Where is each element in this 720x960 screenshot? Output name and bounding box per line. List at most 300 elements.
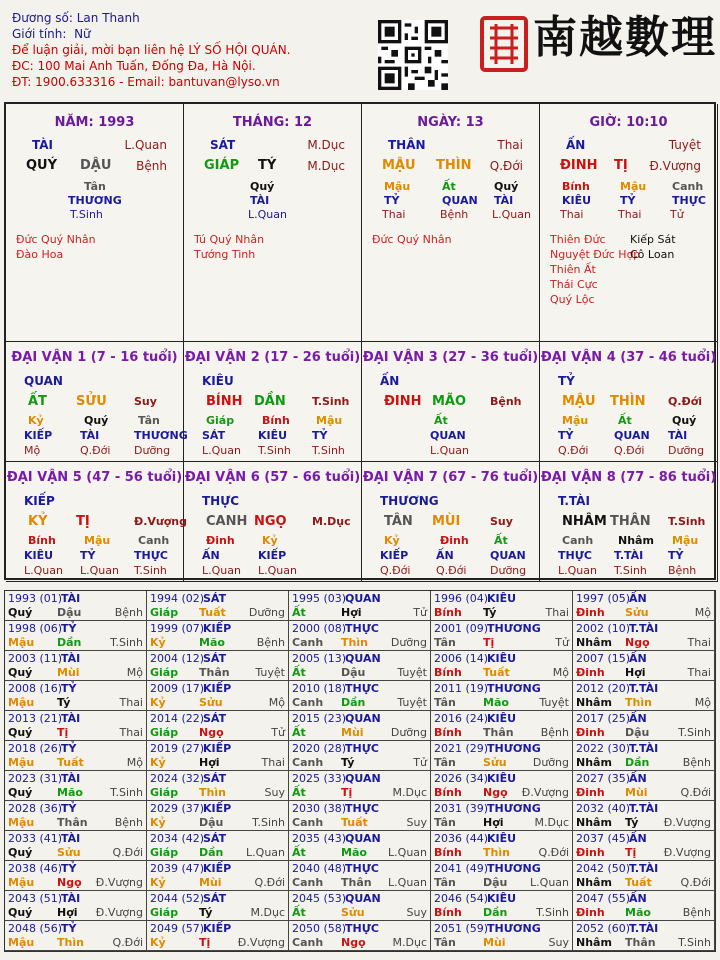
hidden-stage: T.Sinh bbox=[258, 444, 291, 457]
year-stem: Bính bbox=[434, 846, 462, 859]
year-ten-god: TÀI bbox=[61, 652, 81, 665]
year-ten-god: KIẾP bbox=[203, 862, 232, 875]
year-label: 2050 (58) bbox=[292, 922, 347, 935]
year-branch: Sửu bbox=[341, 906, 365, 919]
year-branch: Hợi bbox=[199, 756, 220, 769]
hidden-stage: L.Quan bbox=[202, 564, 241, 577]
branch-ten-god: L.Quan bbox=[124, 138, 167, 152]
year-stem: Tân bbox=[434, 756, 456, 769]
year-stem: Canh bbox=[292, 636, 324, 649]
life-stage: M.Dục bbox=[307, 159, 345, 173]
year-stage: Thai bbox=[545, 606, 569, 619]
year-stage: T.Sinh bbox=[110, 786, 143, 799]
hidden-stage: Dưỡng bbox=[134, 444, 171, 457]
year-label: 2049 (57) bbox=[150, 922, 205, 935]
year-stage: T.Sinh bbox=[678, 936, 711, 949]
year-cell bbox=[147, 771, 289, 801]
heavenly-stem: MẬU bbox=[382, 158, 416, 173]
hidden-stem: Mậu bbox=[562, 414, 589, 427]
year-stage: M.Dục bbox=[250, 906, 285, 919]
year-stage: Tuyệt bbox=[397, 696, 427, 709]
hidden-stem: Bính bbox=[562, 180, 590, 193]
year-cell bbox=[431, 801, 573, 831]
year-cell bbox=[431, 741, 573, 771]
year-ten-god: TÀI bbox=[61, 892, 81, 905]
hidden-stem: Tân bbox=[84, 180, 106, 193]
year-stem: Bính bbox=[434, 666, 462, 679]
year-stage: Bệnh bbox=[114, 816, 143, 829]
hidden-stem: Quý bbox=[84, 414, 109, 427]
year-stem: Mậu bbox=[8, 636, 35, 649]
year-ten-god: ẤN bbox=[629, 832, 647, 845]
year-stage: Đ.Vượng bbox=[663, 816, 711, 829]
year-stem: Nhâm bbox=[576, 636, 612, 649]
hidden-stage: Q.Đới bbox=[614, 444, 645, 457]
year-stage: Bệnh bbox=[682, 756, 711, 769]
year-label: 2051 (59) bbox=[434, 922, 489, 935]
year-label: 2047 (55) bbox=[576, 892, 631, 905]
year-branch: Tị bbox=[199, 936, 211, 949]
year-label: 1996 (04) bbox=[434, 592, 489, 605]
life-stage: Đ.Vượng bbox=[134, 515, 188, 528]
year-cell bbox=[573, 831, 715, 861]
hidden-stage: T.Sinh bbox=[312, 444, 345, 457]
year-branch: Mùi bbox=[341, 726, 364, 739]
year-cell bbox=[431, 891, 573, 921]
dai-van-ten-god: TỶ bbox=[558, 374, 575, 388]
pillar-title: GIỜ: 10:10 bbox=[589, 115, 668, 130]
year-ten-god: KIẾP bbox=[203, 742, 232, 755]
year-cell bbox=[147, 621, 289, 651]
year-stage: Mộ bbox=[694, 696, 711, 709]
year-stem: Giáp bbox=[150, 606, 179, 619]
year-branch: Sửu bbox=[625, 606, 649, 619]
year-ten-god: SÁT bbox=[203, 892, 227, 905]
year-label: 2042 (50) bbox=[576, 862, 631, 875]
hidden-stem: Giáp bbox=[206, 414, 235, 427]
year-cell bbox=[289, 681, 431, 711]
year-label: 2034 (42) bbox=[150, 832, 205, 845]
dai-van-title: ĐẠI VẬN 2 (17 - 26 tuổi) bbox=[184, 350, 361, 365]
year-branch: Thìn bbox=[483, 846, 510, 859]
year-label: 2028 (36) bbox=[8, 802, 63, 815]
hidden-stem: Canh bbox=[672, 180, 704, 193]
hidden-stem: Ất bbox=[442, 180, 456, 193]
dai-van-cell bbox=[6, 342, 188, 462]
hidden-stem: Quý bbox=[250, 180, 275, 193]
heavenly-stem: ĐINH bbox=[384, 394, 422, 409]
year-label: 2033 (41) bbox=[8, 832, 63, 845]
year-stem: Ất bbox=[292, 726, 306, 739]
year-branch: Tý bbox=[483, 606, 497, 619]
year-stage: Thai bbox=[119, 726, 143, 739]
year-stage: Dưỡng bbox=[248, 606, 285, 619]
year-cell bbox=[5, 681, 147, 711]
pillar-title: NĂM: 1993 bbox=[54, 115, 135, 130]
heavenly-stem: MẬU bbox=[562, 394, 596, 409]
year-ten-god: KIÊU bbox=[487, 652, 517, 665]
year-stage: Tử bbox=[555, 636, 569, 649]
year-label: 2045 (53) bbox=[292, 892, 347, 905]
year-ten-god: THỰC bbox=[345, 802, 379, 815]
year-cell bbox=[147, 861, 289, 891]
year-stem: Đinh bbox=[576, 726, 605, 739]
year-cell bbox=[147, 831, 289, 861]
hidden-ten-god: TỶ bbox=[384, 194, 400, 207]
year-stem: Giáp bbox=[150, 666, 179, 679]
hidden-ten-god: TỶ bbox=[668, 549, 684, 562]
year-label: 2001 (09) bbox=[434, 622, 489, 635]
year-ten-god: KIẾP bbox=[203, 802, 232, 815]
year-stem: Giáp bbox=[150, 906, 179, 919]
year-branch: Thìn bbox=[625, 696, 652, 709]
year-cell bbox=[289, 831, 431, 861]
year-cell bbox=[289, 711, 431, 741]
year-cell bbox=[573, 681, 715, 711]
hidden-ten-god: THỰC bbox=[672, 194, 706, 207]
pillar-cell bbox=[184, 104, 362, 342]
year-branch: Mùi bbox=[57, 666, 80, 679]
earthly-branch: DẦN bbox=[254, 394, 286, 409]
year-stage: Bệnh bbox=[114, 606, 143, 619]
pillar-cell bbox=[362, 104, 540, 342]
year-stem: Tân bbox=[434, 816, 456, 829]
year-cell bbox=[5, 801, 147, 831]
year-stem: Quý bbox=[8, 906, 33, 919]
year-branch: Ngọ bbox=[625, 636, 650, 649]
hidden-stem: Nhâm bbox=[618, 534, 654, 547]
year-label: 2039 (47) bbox=[150, 862, 205, 875]
year-stem: Ất bbox=[292, 606, 306, 619]
year-stage: Q.Đới bbox=[680, 786, 711, 799]
year-label: 2023 (31) bbox=[8, 772, 63, 785]
dai-van-title: ĐẠI VẬN 8 (77 - 86 tuổi) bbox=[540, 470, 717, 485]
contact-intro: Để luận giải, mời bạn liên hệ LÝ SỐ HỘI QUÁN. bbox=[12, 43, 291, 57]
year-stage: Suy bbox=[264, 786, 285, 799]
year-stage: Q.Đới bbox=[112, 936, 143, 949]
year-ten-god: THƯƠNG bbox=[487, 922, 541, 935]
hidden-ten-god: KIÊU bbox=[562, 194, 592, 207]
year-stem: Đinh bbox=[576, 846, 605, 859]
hidden-ten-god: THƯƠNG bbox=[68, 194, 122, 207]
year-cell bbox=[147, 591, 289, 621]
year-branch: Ngọ bbox=[341, 936, 366, 949]
hidden-stem: Mậu bbox=[384, 180, 411, 193]
hidden-stem: Mậu bbox=[84, 534, 111, 547]
hidden-stage: Thai bbox=[382, 208, 406, 221]
year-ten-god: T.TÀI bbox=[629, 802, 659, 815]
year-label: 2013 (21) bbox=[8, 712, 63, 725]
year-label: 2035 (43) bbox=[292, 832, 347, 845]
year-cell bbox=[573, 591, 715, 621]
year-branch: Thìn bbox=[199, 786, 226, 799]
hidden-ten-god: TỶ bbox=[620, 194, 636, 207]
hidden-ten-god: KIẾP bbox=[380, 549, 409, 562]
year-label: 2008 (16) bbox=[8, 682, 63, 695]
year-branch: Sửu bbox=[199, 696, 223, 709]
year-stem: Bính bbox=[434, 786, 462, 799]
year-stem: Quý bbox=[8, 666, 33, 679]
dai-van-cell bbox=[540, 342, 718, 462]
year-ten-god: ẤN bbox=[629, 892, 647, 905]
year-cell bbox=[289, 921, 431, 951]
hidden-stem: Canh bbox=[562, 534, 594, 547]
year-ten-god: TÀI bbox=[61, 712, 81, 725]
year-ten-god: QUAN bbox=[345, 592, 381, 605]
year-ten-god: TÀI bbox=[61, 772, 81, 785]
hidden-stem: Mậu bbox=[620, 180, 647, 193]
year-stem: Đinh bbox=[576, 906, 605, 919]
year-cell bbox=[573, 651, 715, 681]
year-stage: Đ.Vượng bbox=[95, 876, 143, 889]
year-branch: Tuất bbox=[199, 606, 226, 619]
dai-van-ten-god: THỰC bbox=[202, 494, 240, 508]
year-stem: Bính bbox=[434, 606, 462, 619]
year-stem: Bính bbox=[434, 906, 462, 919]
year-branch: Hợi bbox=[483, 816, 504, 829]
gender-line bbox=[12, 26, 290, 42]
year-stage: T.Sinh bbox=[678, 726, 711, 739]
hidden-stem: Bính bbox=[28, 534, 56, 547]
year-ten-god: THƯƠNG bbox=[487, 682, 541, 695]
year-cell bbox=[431, 861, 573, 891]
year-branch: Mão bbox=[483, 696, 509, 709]
year-branch: Ngọ bbox=[483, 786, 508, 799]
year-ten-god: TÀI bbox=[61, 592, 81, 605]
year-label: 2043 (51) bbox=[8, 892, 63, 905]
heavenly-stem: BÍNH bbox=[206, 394, 243, 409]
year-label: 2009 (17) bbox=[150, 682, 205, 695]
year-label: 2005 (13) bbox=[292, 652, 347, 665]
year-branch: Thân bbox=[341, 876, 372, 889]
year-cell bbox=[5, 711, 147, 741]
hidden-stage: L.Quan bbox=[202, 444, 241, 457]
year-stage: Thai bbox=[687, 666, 711, 679]
year-ten-god: THƯƠNG bbox=[487, 622, 541, 635]
year-branch: Dần bbox=[625, 756, 650, 769]
year-cell bbox=[573, 801, 715, 831]
year-stem: Kỷ bbox=[150, 756, 166, 769]
heavenly-stem: CANH bbox=[206, 514, 248, 529]
year-ten-god: KIÊU bbox=[487, 772, 517, 785]
year-branch: Tuất bbox=[57, 756, 84, 769]
year-stage: Bệnh bbox=[682, 906, 711, 919]
dai-van-ten-god: KIẾP bbox=[24, 494, 55, 508]
owner-name: Đương số: Lan Thanh bbox=[12, 11, 140, 25]
hidden-stem: Canh bbox=[138, 534, 170, 547]
year-stem: Kỷ bbox=[150, 816, 166, 829]
pillar-cell bbox=[6, 104, 184, 342]
year-cell bbox=[289, 651, 431, 681]
year-stem: Kỷ bbox=[150, 696, 166, 709]
year-cell bbox=[147, 801, 289, 831]
year-ten-god: THỰC bbox=[345, 922, 379, 935]
dai-van-cell bbox=[184, 342, 362, 462]
hidden-ten-god: KIẾP bbox=[258, 549, 287, 562]
year-cell bbox=[573, 771, 715, 801]
year-cell bbox=[431, 831, 573, 861]
year-stage: M.Dục bbox=[534, 816, 569, 829]
hidden-stem: Mậu bbox=[316, 414, 343, 427]
year-stem: Canh bbox=[292, 936, 324, 949]
year-ten-god: T.TÀI bbox=[629, 742, 659, 755]
year-stage: Mộ bbox=[268, 696, 285, 709]
year-branch: Tý bbox=[57, 696, 71, 709]
pillar-cell bbox=[540, 104, 718, 342]
year-stage: Mộ bbox=[552, 666, 569, 679]
stem-ten-god: THÂN bbox=[388, 138, 426, 152]
year-label: 2022 (30) bbox=[576, 742, 631, 755]
year-branch: Mùi bbox=[625, 786, 648, 799]
year-stage: Mộ bbox=[126, 666, 143, 679]
year-cell bbox=[289, 621, 431, 651]
hidden-ten-god: T.TÀI bbox=[614, 549, 644, 562]
year-stage: L.Quan bbox=[246, 846, 285, 859]
brand-logo: 南越數理 bbox=[533, 12, 717, 63]
hidden-stage: L.Quan bbox=[492, 208, 531, 221]
pillar-title: NGÀY: 13 bbox=[417, 115, 484, 130]
year-ten-god: TỶ bbox=[61, 922, 77, 935]
earthly-branch: MÃO bbox=[432, 394, 467, 409]
year-label: 2012 (20) bbox=[576, 682, 631, 695]
year-branch: Hợi bbox=[625, 666, 646, 679]
year-stage: Q.Đới bbox=[254, 876, 285, 889]
hidden-stage: Bệnh bbox=[440, 208, 469, 221]
year-ten-god: THỰC bbox=[345, 742, 379, 755]
shen-sha-star: Thiên Đức bbox=[550, 233, 606, 246]
hidden-stem: Kỷ bbox=[28, 414, 44, 427]
life-stage: Q.Đới bbox=[668, 395, 703, 408]
shen-sha-star: Tú Quý Nhân bbox=[194, 233, 265, 246]
hidden-ten-god: TÀI bbox=[80, 429, 100, 442]
gender-label: Giới tính: bbox=[12, 27, 67, 41]
dai-van-cell bbox=[540, 462, 718, 582]
year-cell bbox=[573, 861, 715, 891]
year-stage: Dưỡng bbox=[390, 636, 427, 649]
year-stem: Mậu bbox=[8, 876, 35, 889]
year-cell bbox=[289, 741, 431, 771]
hidden-stage: L.Quan bbox=[248, 208, 287, 221]
year-label: 2006 (14) bbox=[434, 652, 489, 665]
dai-van-title: ĐẠI VẬN 4 (37 - 46 tuổi) bbox=[540, 350, 717, 365]
year-cell bbox=[5, 591, 147, 621]
hidden-ten-god: THƯƠNG bbox=[134, 429, 188, 442]
year-branch: Tuất bbox=[341, 816, 368, 829]
life-stage: T.Sinh bbox=[668, 515, 706, 528]
hidden-ten-god: TÀI bbox=[668, 429, 688, 442]
qr-code-icon[interactable] bbox=[378, 20, 448, 90]
shen-sha-star: Đức Quý Nhân bbox=[372, 233, 452, 246]
hidden-ten-god: TỶ bbox=[312, 429, 328, 442]
year-stem: Canh bbox=[292, 876, 324, 889]
year-stage: Dưỡng bbox=[390, 726, 427, 739]
year-label: 2027 (35) bbox=[576, 772, 631, 785]
hidden-stage: L.Quan bbox=[24, 564, 63, 577]
earthly-branch: TÝ bbox=[258, 158, 277, 173]
gender-value: Nữ bbox=[74, 27, 91, 41]
year-stem: Tân bbox=[434, 696, 456, 709]
year-cell bbox=[573, 621, 715, 651]
life-stage: Bệnh bbox=[136, 159, 167, 173]
year-branch: Hợi bbox=[57, 906, 78, 919]
year-ten-god: QUAN bbox=[345, 832, 381, 845]
red-seal-icon bbox=[480, 16, 528, 72]
dai-van-ten-god: ẤN bbox=[380, 374, 400, 388]
year-label: 2003 (11) bbox=[8, 652, 63, 665]
year-cell bbox=[289, 771, 431, 801]
hidden-ten-god: TỶ bbox=[80, 549, 96, 562]
year-ten-god: T.TÀI bbox=[629, 622, 659, 635]
dai-van-cell bbox=[184, 462, 362, 582]
year-cell bbox=[147, 741, 289, 771]
hidden-stem: Tân bbox=[138, 414, 160, 427]
annual-luck-table bbox=[4, 590, 716, 952]
year-stem: Kỷ bbox=[150, 876, 166, 889]
heavenly-stem: ĐINH bbox=[560, 158, 598, 173]
earthly-branch: SỬU bbox=[76, 394, 107, 409]
year-stem: Canh bbox=[292, 816, 324, 829]
year-stage: L.Quan bbox=[388, 846, 427, 859]
year-cell bbox=[431, 681, 573, 711]
year-branch: Hợi bbox=[341, 606, 362, 619]
year-branch: Tị bbox=[57, 726, 69, 739]
year-stem: Nhâm bbox=[576, 936, 612, 949]
dai-van-ten-god: QUAN bbox=[24, 374, 63, 388]
hidden-stage: T.Sinh bbox=[70, 208, 103, 221]
hidden-ten-god: QUAN bbox=[430, 429, 466, 442]
year-cell bbox=[573, 921, 715, 951]
year-cell bbox=[5, 891, 147, 921]
year-ten-god: SÁT bbox=[203, 592, 227, 605]
year-label: 2002 (10) bbox=[576, 622, 631, 635]
year-ten-god: SÁT bbox=[203, 832, 227, 845]
year-cell bbox=[431, 621, 573, 651]
year-stem: Kỷ bbox=[150, 636, 166, 649]
year-ten-god: TỶ bbox=[61, 682, 77, 695]
year-cell bbox=[573, 741, 715, 771]
year-stage: Thai bbox=[261, 756, 285, 769]
shen-sha-star: Tướng Tinh bbox=[194, 248, 256, 261]
hidden-stage: Q.Đới bbox=[436, 564, 467, 577]
year-branch: Ngọ bbox=[57, 876, 82, 889]
year-label: 2041 (49) bbox=[434, 862, 489, 875]
earthly-branch: DẬU bbox=[80, 158, 112, 173]
dai-van-ten-god: T.TÀI bbox=[558, 494, 590, 508]
life-stage: Suy bbox=[490, 515, 513, 528]
year-ten-god: QUAN bbox=[345, 772, 381, 785]
shen-sha-star: Quý Lộc bbox=[550, 293, 595, 306]
year-stage: Bệnh bbox=[540, 726, 569, 739]
hidden-stage: Dưỡng bbox=[490, 564, 527, 577]
year-cell bbox=[5, 621, 147, 651]
year-label: 2004 (12) bbox=[150, 652, 205, 665]
year-cell bbox=[147, 651, 289, 681]
year-ten-god: T.TÀI bbox=[629, 862, 659, 875]
year-ten-god: THƯƠNG bbox=[487, 802, 541, 815]
hidden-stem: Kỷ bbox=[262, 534, 278, 547]
year-ten-god: THỰC bbox=[345, 862, 379, 875]
year-stage: Tuyệt bbox=[539, 696, 569, 709]
dai-van-title: ĐẠI VẬN 5 (47 - 56 tuổi) bbox=[6, 470, 183, 485]
year-cell bbox=[431, 711, 573, 741]
year-cell bbox=[289, 861, 431, 891]
year-cell bbox=[573, 711, 715, 741]
shen-sha-star: Cô Loan bbox=[630, 248, 675, 261]
year-cell bbox=[5, 861, 147, 891]
year-branch: Mão bbox=[341, 846, 367, 859]
year-label: 2016 (24) bbox=[434, 712, 489, 725]
year-ten-god: THỰC bbox=[345, 622, 379, 635]
